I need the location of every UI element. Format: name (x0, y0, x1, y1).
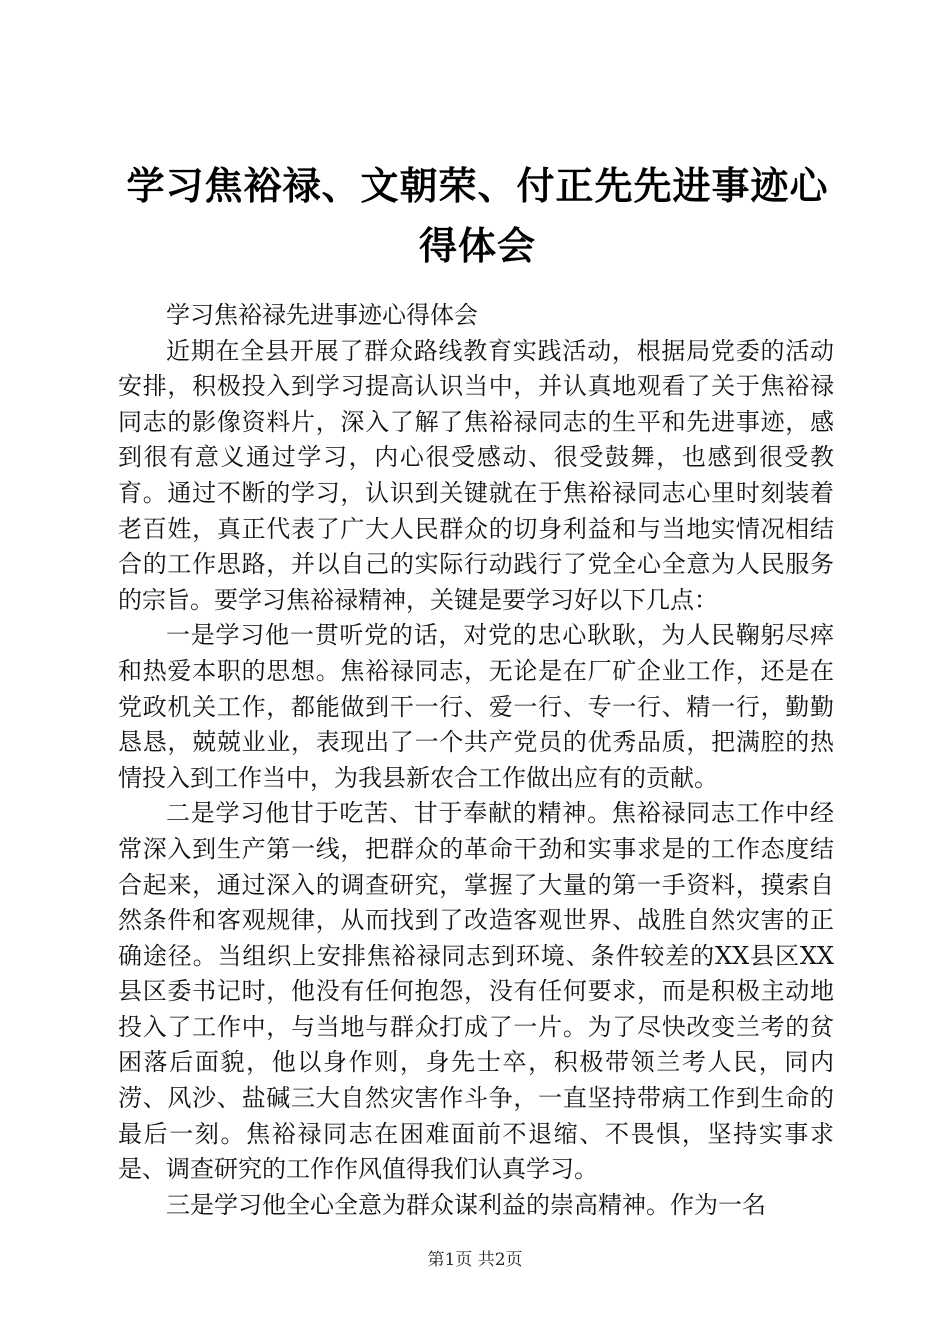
paragraph-point-two: 二是学习他甘于吃苦、甘于奉献的精神。焦裕禄同志工作中经常深入到生产第一线，把群众的革命干劲和实事求是的工作态度结合起来，通过深入的调查研究，掌握了大量的第一手资料，摸索自然条件和客观规律，从而找到了改造客观世界、战胜自然灾害的正确途径。当组织上安排焦裕禄同志到环境、条件较差的XX县区XX县区委书记时，他没有任何抱怨，没有任何要求，而是积极主动地投入了工作中，与当地与群众打成了一片。为了尽快改变兰考的贫困落后面貌，他以身作则，身先士卒，积极带领兰考人民，同内涝、风沙、盐碱三大自然灾害作斗争，一直坚持带病工作到生命的最后一刻。焦裕禄同志在困难面前不退缩、不畏惧，坚持实事求是、调查研究的工作作风值得我们认真学习。 (118, 799, 834, 1184)
document-title: 学习焦裕禄、文朝荣、付正先先进事迹心得体会 (126, 164, 829, 268)
document-body (118, 298, 834, 1223)
paragraph-point-three: 三是学习他全心全意为群众谋利益的崇高精神。作为一名 (166, 1190, 766, 1219)
paragraph-intro: 近期在全县开展了群众路线教育实践活动，根据局党委的活动安排，积极投入到学习提高认识当中，并认真地观看了关于焦裕禄同志的影像资料片，深入了解了焦裕禄同志的生平和先进事迹，感到很有意义通过学习，内心很受感动、很受鼓舞，也感到很受教育。通过不断的学习，认识到关键就在于焦裕禄同志心里时刻装着老百姓，真正代表了广大人民群众的切身利益和与当地实情况相结合的工作思路，并以自己的实际行动践行了党全心全意为人民服务的宗旨。要学习焦裕禄精神，关键是要学习好以下几点： (118, 336, 834, 614)
paragraph-point-one: 一是学习他一贯听党的话，对党的忠心耿耿，为人民鞠躬尽瘁和热爱本职的思想。焦裕禄同志，无论是在厂矿企业工作，还是在党政机关工作，都能做到干一行、爱一行、专一行、精一行，勤勤恳恳，兢兢业业，表现出了一个共产党员的优秀品质，把满腔的热情投入到工作当中，为我县新农合工作做出应有的贡献。 (118, 621, 834, 792)
paragraph-subtitle: 学习焦裕禄先进事迹心得体会 (166, 301, 478, 329)
page-number-footer: 第1页 共2页 (427, 1250, 523, 1270)
